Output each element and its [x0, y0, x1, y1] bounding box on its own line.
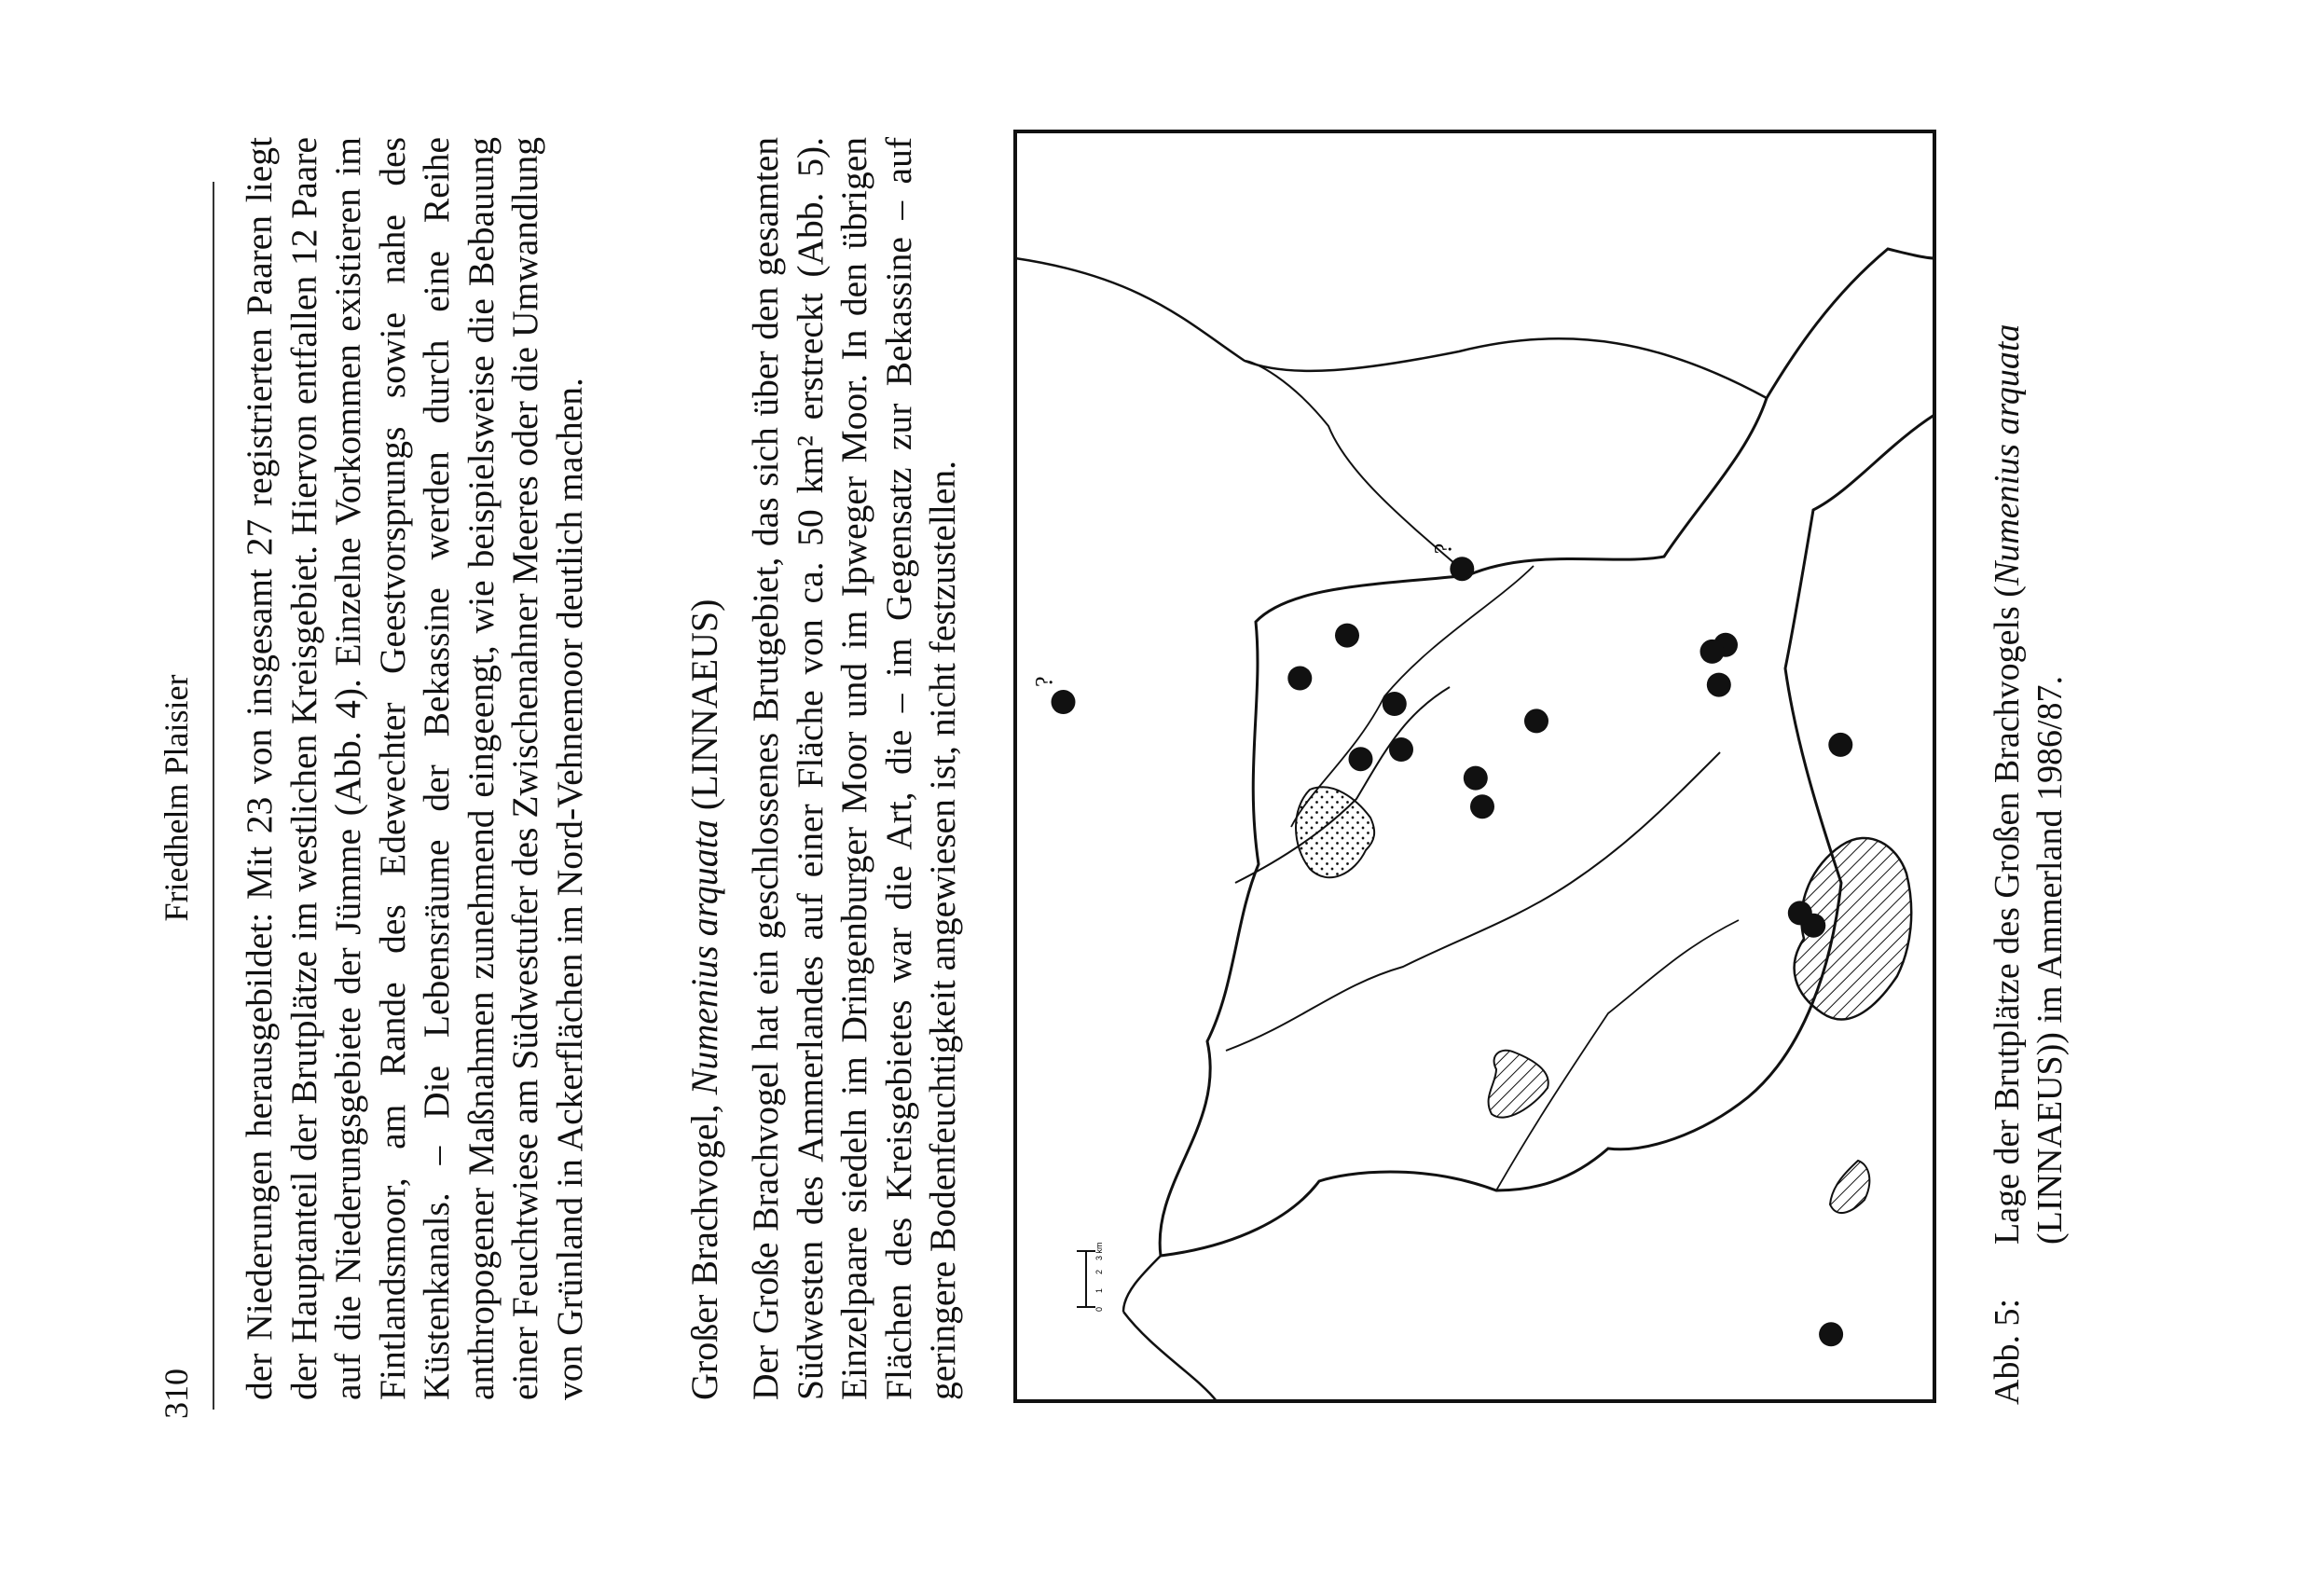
section-heading [682, 137, 727, 1400]
heading-common-name: Großer Brachvogel, [683, 1094, 725, 1400]
heading-author: (LINNAEUS) [683, 598, 725, 820]
breeding-site-marker [1450, 557, 1474, 581]
uncertain-site-label: ? [1030, 676, 1058, 687]
caption-text-plain: Lage der Brutplätze des Großen Brachvogels ( [1988, 585, 2027, 1245]
scale-label-3: 3 km [1094, 1242, 1104, 1260]
uncertain-site-label: ? [1429, 543, 1457, 555]
caption-text [1986, 137, 2071, 1245]
scale-label-0: 0 [1094, 1306, 1104, 1312]
caption-label: Abb. 5: [1988, 1299, 2027, 1405]
ammerland-map [1012, 128, 1938, 1405]
breeding-site-marker [1464, 766, 1488, 791]
caption-text-tail: (LINNAEUS)) im Ammerland 1986/87. [2030, 675, 2070, 1245]
breeding-site-marker [1389, 737, 1413, 762]
breeding-site-marker [1828, 733, 1852, 757]
breeding-site-marker [1819, 1322, 1843, 1346]
heading-scientific-name: Numenius arquata [683, 819, 725, 1095]
breeding-site-marker [1707, 673, 1731, 697]
header-rule [213, 182, 214, 1410]
section-paragraph: Der Große Brachvogel hat ein geschlossenes Brutgebiet, das sich über den gesamten Südwesten des Ammerlandes auf einer Fläche von ca. 50 km² erstreckt (Abb. 5). Einzelpaare siedeln im Dringenburger Moor und im Ipweger Moor. In den übrigen Flächen des Kreisgebietes war die Art, die – im Gegensatz zur Bekassine – auf geringere Bodenfeuchtigkeit angewiesen ist, nicht festzustellen. [745, 137, 963, 1400]
breeding-site-marker [1383, 692, 1407, 716]
scale-label-2: 2 [1094, 1269, 1104, 1274]
running-head [157, 177, 198, 1419]
breeding-site-marker [1700, 640, 1725, 664]
breeding-site-marker [1052, 690, 1076, 714]
scale-label-1: 1 [1094, 1287, 1104, 1293]
intro-text-block [238, 137, 592, 1400]
breeding-site-marker [1470, 794, 1494, 819]
breeding-site-marker [1788, 901, 1812, 925]
running-title: Friedhelm Plaisier [158, 674, 195, 922]
caption-scientific-name: Numenius arquata [1988, 323, 2027, 586]
page-number: 310 [158, 1369, 195, 1419]
breeding-site-marker [1524, 709, 1548, 733]
map-figure [1012, 128, 1938, 1405]
breeding-site-marker [1349, 747, 1373, 771]
breeding-site-marker [1287, 667, 1312, 691]
section-text-block [744, 137, 966, 1400]
breeding-site-marker [1335, 624, 1359, 648]
intro-paragraph: der Niederungen herausgebildet: Mit 23 von insgesamt 27 registrierten Paaren liegt der Hauptanteil der Brutplätze im westlichen Kreisgebiet. Hiervon entfallen 12 Paare auf die Niederungsgebiete der Jümme (Abb. 4). Einzelne Vorkommen existieren im Fintlandsmoor, am Rande des Edewechter Geestvorsprungs sowie nahe des Küstenkanals. – Die Lebensräume der Bekassine werden durch eine Reihe anthropogener Maßnahmen zunehmend eingeengt, wie beispielsweise die Bebauung einer Feuchtwiese am Südwestufer des Zwischenahner Meeres oder die Umwandlung von Grünland in Ackerflächen im Nord-Vehnemoor deutlich machen. [239, 137, 590, 1400]
